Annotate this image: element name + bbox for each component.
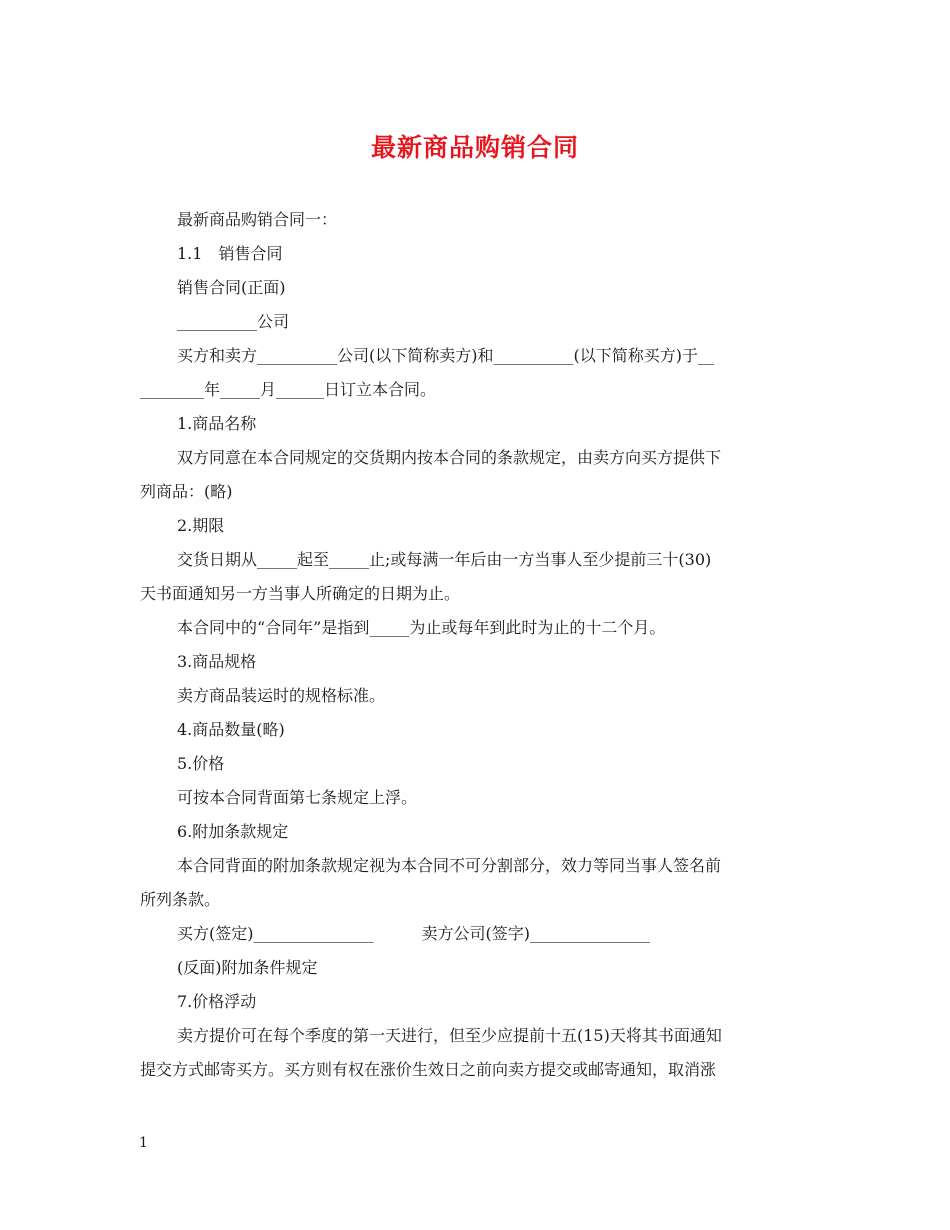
paragraph-line: 6.附加条款规定 (177, 822, 289, 841)
document-body (140, 203, 815, 1087)
paragraph-line: 本合同中的“合同年”是指到_____为止或每年到此时为止的十二个月。 (177, 618, 666, 637)
paragraph-line: 5.价格 (177, 754, 225, 773)
paragraph-line: 可按本合同背面第七条规定上浮。 (177, 788, 418, 807)
signature-line: 买方(签定)_______________ 卖方公司(签字)_______________ (177, 924, 650, 943)
paragraph-line: 交货日期从_____起至_____止;或每满一年后由一方当事人至少提前三十(30) (177, 550, 712, 569)
paragraph-line: 所列条款。 (140, 890, 221, 909)
paragraph-line: 买方和卖方__________公司(以下简称卖方)和__________(以下简称买方)于__ (177, 346, 714, 365)
paragraph-line: 最新商品购销合同一： (177, 210, 338, 229)
paragraph-line: 3.商品规格 (177, 652, 257, 671)
paragraph-line: 销售合同(正面) (177, 278, 286, 297)
document-title: 最新商品购销合同 (370, 133, 579, 162)
paragraph-line: ________年_____月______日订立本合同。 (140, 380, 437, 399)
paragraph-line: (反面)附加条件规定 (177, 958, 318, 977)
paragraph-line: 1.1 销售合同 (177, 244, 283, 263)
paragraph-line: 天书面通知另一方当事人所确定的日期为止。 (140, 584, 461, 603)
paragraph-line: 列商品：(略) (140, 482, 233, 501)
paragraph-line: 双方同意在本合同规定的交货期内按本合同的条款规定，由卖方向买方提供下 (177, 448, 722, 467)
page-number: 1 (139, 1135, 148, 1151)
paragraph-line: 4.商品数量(略) (177, 720, 285, 739)
paragraph-line: 本合同背面的附加条款规定视为本合同不可分割部分，效力等同当事人签名前 (177, 856, 722, 875)
paragraph-line: 1.商品名称 (177, 414, 257, 433)
paragraph-line: 卖方提价可在每个季度的第一天进行，但至少应提前十五(15)天将其书面通知 (177, 1026, 722, 1045)
paragraph-line: 7.价格浮动 (177, 992, 257, 1011)
paragraph-line: __________公司 (177, 312, 290, 331)
paragraph-line: 提交方式邮寄买方。买方则有权在涨价生效日之前向卖方提交或邮寄通知，取消涨 (140, 1060, 717, 1079)
paragraph-line: 2.期限 (177, 516, 225, 535)
paragraph-line: 卖方商品装运时的规格标准。 (177, 686, 386, 705)
